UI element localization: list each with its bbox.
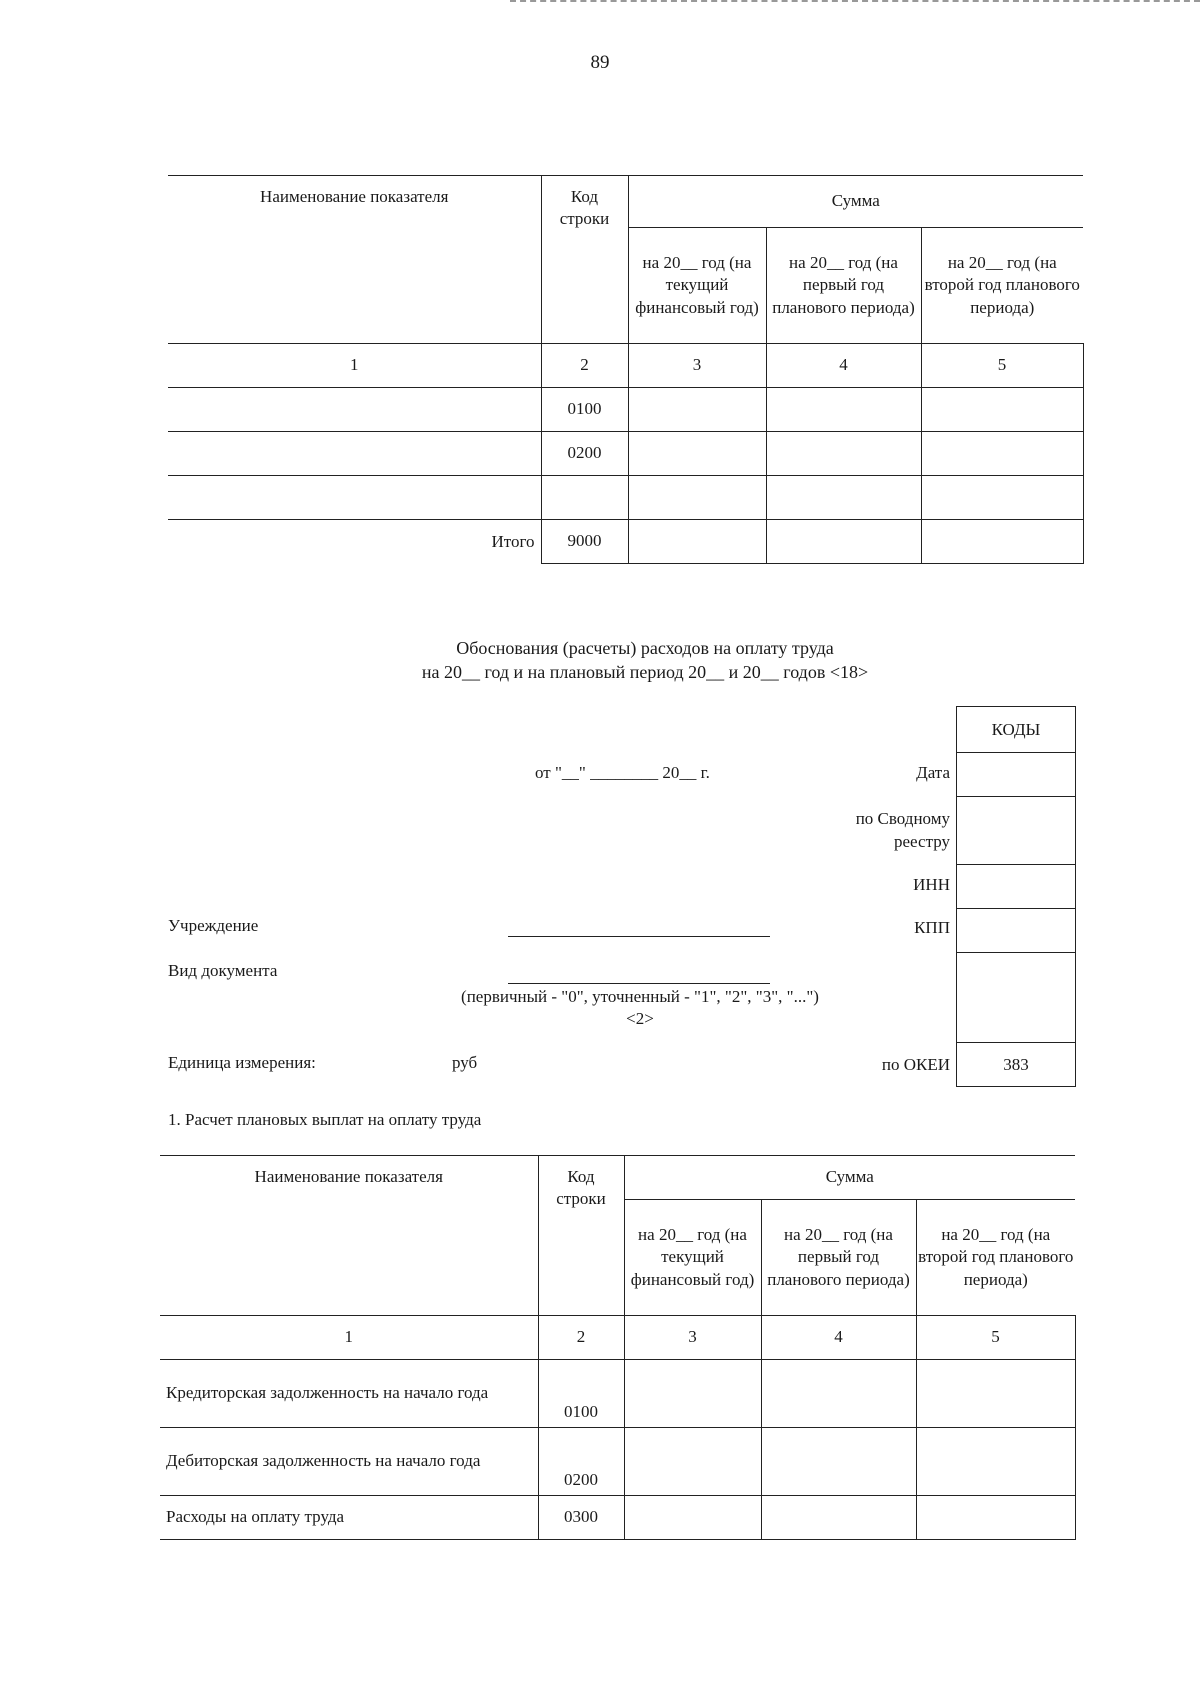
code-okei-cell: 383 — [957, 1043, 1076, 1087]
col-header-name: Наименование показателя — [168, 176, 541, 344]
code-doctype-cell — [957, 953, 1076, 1043]
col-header-sum: Сумма — [628, 176, 1083, 228]
table-upper — [168, 175, 1084, 564]
table-row — [160, 1428, 1075, 1496]
num-cell: 3 — [624, 1316, 761, 1360]
code-inn-cell — [957, 865, 1076, 909]
row-name: Расходы на оплату труда — [160, 1496, 538, 1540]
table-row — [160, 1360, 1075, 1428]
num-cell: 1 — [168, 344, 541, 388]
kpp-label: КПП — [914, 918, 950, 937]
table-lower — [160, 1155, 1076, 1540]
col-header-5: на 20__ год (на второй год планового периода) — [921, 228, 1083, 344]
num-cell: 4 — [761, 1316, 916, 1360]
section-title: Обоснования (расчеты) расходов на оплату труда на 20__ год и на плановый период 20__ и 20__ годов <18> — [421, 638, 869, 683]
row-code: 0300 — [538, 1496, 624, 1540]
codes-table — [956, 706, 1076, 1087]
total-code: 9000 — [541, 520, 628, 564]
col-header-5: на 20__ год (на второй год планового периода) — [916, 1200, 1075, 1316]
unit-value: руб — [452, 1053, 478, 1072]
table-number-row — [168, 344, 1083, 388]
col-header-code: Код строки — [541, 176, 628, 344]
num-cell: 5 — [916, 1316, 1075, 1360]
page-number: 89 — [590, 52, 610, 73]
col-header-3: на 20__ год (на текущий финансовый год) — [628, 228, 766, 344]
date-line: от "__" ________ 20__ г. — [535, 763, 710, 782]
table-row — [168, 432, 1083, 476]
table-row — [168, 388, 1083, 432]
row-code: 0200 — [538, 1428, 624, 1496]
col-header-name: Наименование показателя — [160, 1156, 538, 1316]
doc-type-line — [508, 983, 770, 984]
col-header-sum: Сумма — [624, 1156, 1075, 1200]
registry-label: по Сводному реестру — [855, 809, 950, 851]
doc-type-label: Вид документа — [168, 961, 278, 980]
doc-type-hint: (первичный - "0", уточненный - "1", "2", "3", "...") <2> — [461, 987, 819, 1029]
code-date-cell — [957, 753, 1076, 797]
col-header-3: на 20__ год (на текущий финансовый год) — [624, 1200, 761, 1316]
col-header-code: Код строки — [538, 1156, 624, 1316]
section1-title: 1. Расчет плановых выплат на оплату труда — [168, 1110, 482, 1129]
code-kpp-cell — [957, 909, 1076, 953]
total-label: Итого — [168, 520, 541, 564]
num-cell: 1 — [160, 1316, 538, 1360]
col-header-4: на 20__ год (на первый год планового периода) — [761, 1200, 916, 1316]
unit-label: Единица измерения: — [168, 1053, 316, 1072]
scan-edge-dashes — [510, 0, 1200, 4]
row-code: 0100 — [538, 1360, 624, 1428]
col-header-4: на 20__ год (на первый год планового периода) — [766, 228, 921, 344]
num-cell: 4 — [766, 344, 921, 388]
row-code: 0100 — [541, 388, 628, 432]
row-name: Кредиторская задолженность на начало года — [160, 1360, 538, 1428]
row-code — [541, 476, 628, 520]
num-cell: 2 — [538, 1316, 624, 1360]
codes-header: КОДЫ — [957, 707, 1076, 753]
row-name: Дебиторская задолженность на начало года — [160, 1428, 538, 1496]
inn-label: ИНН — [913, 875, 950, 894]
table-row — [160, 1496, 1075, 1540]
num-cell: 2 — [541, 344, 628, 388]
institution-label: Учреждение — [168, 916, 259, 935]
code-registry-cell — [957, 797, 1076, 865]
num-cell: 5 — [921, 344, 1083, 388]
date-label: Дата — [916, 763, 950, 782]
table-total-row — [168, 520, 1083, 564]
table-row — [168, 476, 1083, 520]
num-cell: 3 — [628, 344, 766, 388]
okei-label: по ОКЕИ — [881, 1055, 950, 1074]
institution-line — [508, 936, 770, 937]
table-number-row — [160, 1316, 1075, 1360]
row-code: 0200 — [541, 432, 628, 476]
